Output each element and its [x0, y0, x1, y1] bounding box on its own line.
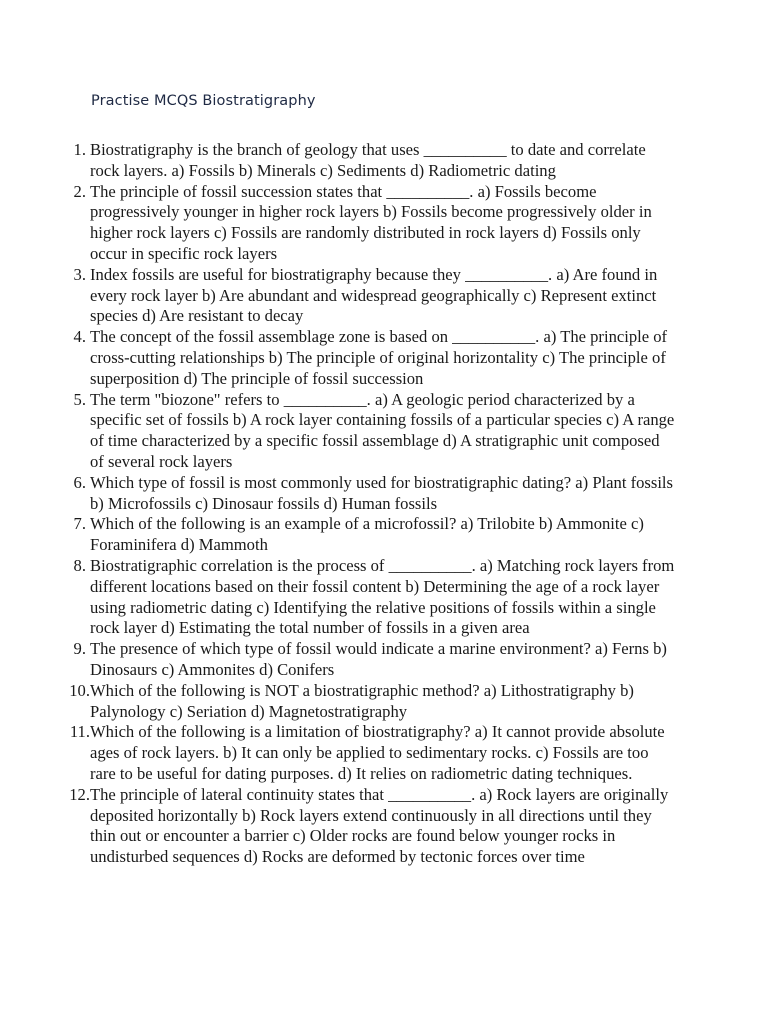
question-text: Biostratigraphy is the branch of geology that uses __________ to date and correlate rock layers. a) Fossils b) Minerals c) Sediments d) Radiometric dating — [90, 140, 646, 180]
question-item — [0, 514, 676, 556]
question-number: 9. — [73, 639, 86, 659]
question-text: Which of the following is a limitation of biostratigraphy? a) It cannot provide absolute ages of rock layers. b) It can only be applied to sedimentary rocks. c) Fossils are too rare to be useful for dating purposes. d) It relies on radiometric dating techniques. — [90, 722, 665, 783]
question-number: 1. — [73, 140, 86, 159]
question-number: 7. — [73, 514, 86, 534]
question-number: 4. — [73, 327, 86, 347]
question-text: Which type of fossil is most commonly used for biostratigraphic dating? a) Plant fossils b) Microfossils c) Dinosaur fossils d) Human fossils — [90, 472, 673, 513]
question-text: The principle of fossil succession states that __________. a) Fossils become progressively younger in higher rock layers b) Fossils become progressively older in higher rock layers c) Fossils are randomly distributed in rock layers d) Fossils only occur in specific rock layers — [90, 181, 652, 263]
question-number: 2. — [73, 181, 86, 201]
question-item — [0, 182, 676, 265]
question-item — [0, 390, 676, 473]
question-item — [0, 327, 676, 389]
question-number: 11. — [69, 722, 90, 742]
question-text: The concept of the fossil assemblage zone is based on __________. a) The principle of cross-cutting relationships b) The principle of original horizontality c) The principle of superposition d) The principle of fossil succession — [90, 327, 668, 388]
question-item — [0, 681, 676, 723]
document-title: Practise MCQS Biostratigraphy — [91, 93, 316, 109]
question-text: Which of the following is NOT a biostratigraphic method? a) Lithostratigraphy b) Palynology c) Seriation d) Magnetostratigraphy — [90, 680, 634, 721]
question-number: 12. — [69, 784, 90, 804]
question-number: 10. — [69, 680, 90, 700]
question-text: Biostratigraphic correlation is the process of __________. a) Matching rock layers from different locations based on their fossil content b) Determining the age of a rock layer using radiometric dating c) Identifying the relative positions of fossils within a single rock layer d) Estimating the total number of fossils in a given area — [90, 555, 675, 638]
question-text: Index fossils are useful for biostratigraphy because they __________. a) Are found in every rock layer b) Are abundant and widespread geographically c) Represent extinct species d) Are resistant to decay — [90, 264, 658, 326]
question-item — [0, 639, 676, 681]
question-item — [0, 473, 676, 515]
question-number: 6. — [73, 472, 86, 492]
question-text: The presence of which type of fossil would indicate a marine environment? a) Ferns b) Dinosaurs c) Ammonites d) Conifers — [90, 639, 667, 679]
question-number: 3. — [73, 264, 86, 284]
question-number: 5. — [73, 389, 86, 409]
question-text: The term "biozone" refers to __________. a) A geologic period characterized by a specific set of fossils b) A rock layer containing fossils of a particular species c) A range of time characterized by a specific fossil assemblage d) A stratigraphic unit composed of several rock layers — [90, 389, 675, 471]
question-item — [0, 140, 676, 182]
question-text: Which of the following is an example of a microfossil? a) Trilobite b) Ammonite c) Foraminifera d) Mammoth — [90, 514, 644, 555]
question-text: The principle of lateral continuity states that __________. a) Rock layers are originally deposited horizontally b) Rock layers extend continuously in all directions until they thin out or encounter a barrier c) Older rocks are found below younger rocks in undisturbed sequences d) Rocks are deformed by tectonic forces over time — [90, 784, 669, 867]
question-item — [0, 556, 676, 639]
question-number: 8. — [73, 555, 86, 575]
question-item — [0, 265, 676, 327]
question-list — [0, 140, 768, 868]
question-item — [0, 722, 676, 784]
question-item — [0, 785, 676, 868]
